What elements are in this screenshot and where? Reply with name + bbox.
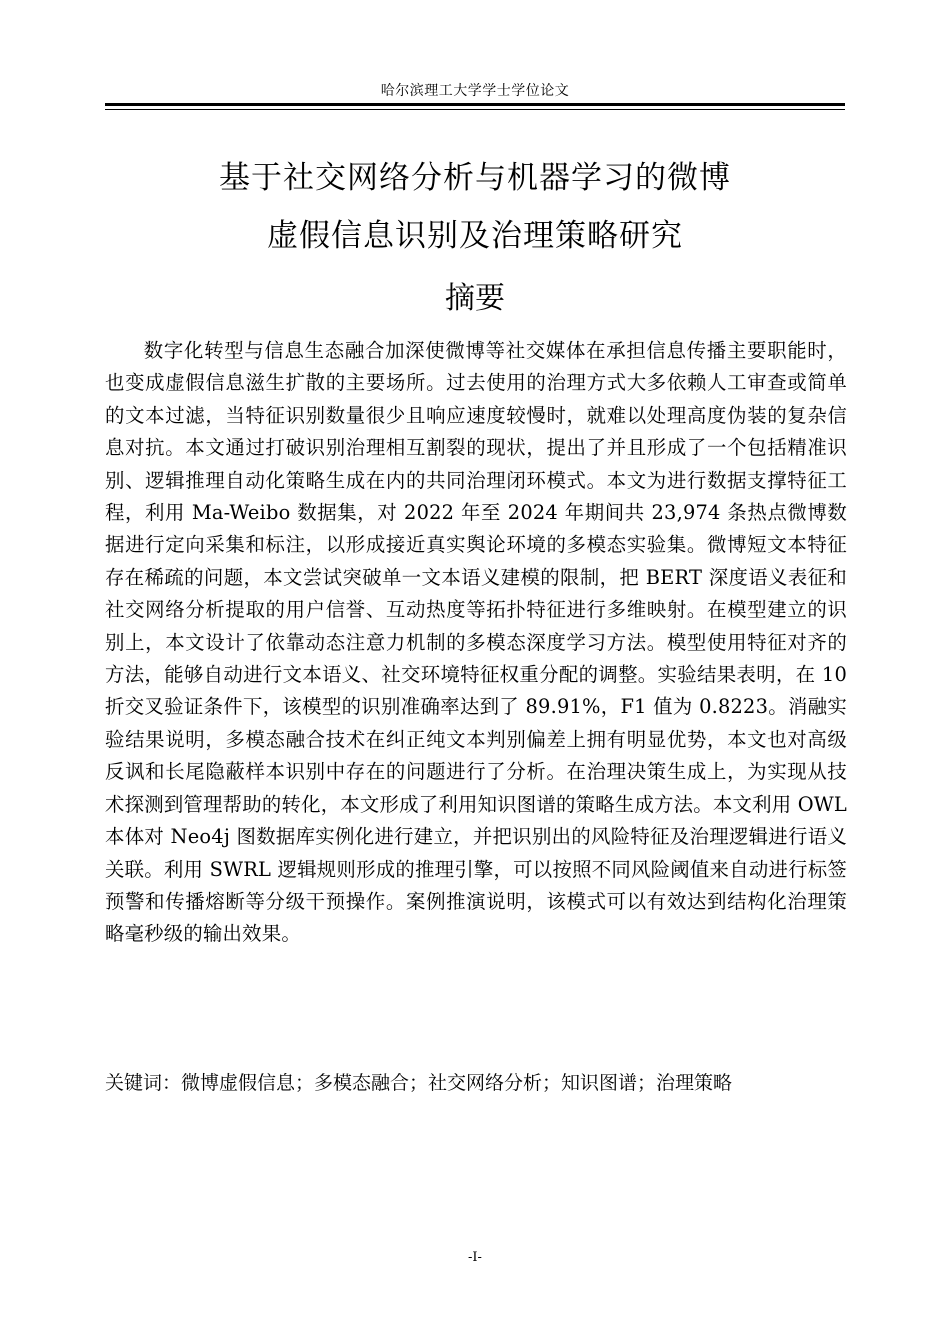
abstract-body: 数字化转型与信息生态融合加深使微博等社交媒体在承担信息传播主要职能时，也变成虚假信息滋生扩散的主要场所。过去使用的治理方式大多依赖人工审查或简单的文本过滤，当特征识别数量很少且响应速度较慢时，就难以处理高度伪装的复杂信息对抗。本文通过打破识别治理相互割裂的现状，提出了并且形成了一个包括精准识别、逻辑推理自动化策略生成在内的共同治理闭环模式。本文为进行数据支撑特征工程，利用 Ma-Weibo 数据集，对 2022 年至 2024 年期间共 23,974 条热点微博数据进行定向采集和标注，以形成接近真实舆论环境的多模态实验集。微博短文本特征存在稀疏的问题，本文尝试突破单一文本语义建模的限制，把 BERT 深度语义表征和社交网络分析提取的用户信誉、互动热度等拓扑特征进行多维映射。在模型建立的识别上，本文设计了依靠动态注意力机制的多模态深度学习方法。模型使用特征对齐的方法，能够自动进行文本语义、社交环境特征权重分配的调整。实验结果表明，在 10 折交叉验证条件下，该模型的识别准确率达到了 89.91%，F1 值为 0.8223。消融实验结果说明，多模态融合技术在纠正纯文本判别偏差上拥有明显优势，本文也对高级反讽和长尾隐蔽样本识别中存在的问题进行了分析。在治理决策生成上，为实现从技术探测到管理帮助的转化，本文形成了利用知识图谱的策略生成方法。本文利用 OWL 本体对 Neo4j 图数据库实例化进行建立，并把识别出的风险特征及治理逻辑进行语义关联。利用 SWRL 逻辑规则形成的推理引擎，可以按照不同风险阈值来自动进行标签预警和传播熔断等分级干预操作。案例推演说明，该模式可以有效达到结构化治理策略毫秒级的输出效果。: [105, 339, 847, 946]
header-rule-thick: [105, 103, 845, 106]
abstract-heading: 摘要: [445, 281, 505, 316]
header-rule-thin: [105, 109, 845, 110]
keywords-line: 关键词：微博虚假信息；多模态融合；社交网络分析；知识图谱；治理策略: [105, 1072, 733, 1094]
thesis-title-line-1: 基于社交网络分析与机器学习的微博: [219, 160, 731, 196]
page-number: -I-: [468, 1250, 482, 1265]
thesis-title-line-2: 虚假信息识别及治理策略研究: [267, 218, 683, 254]
running-header: 哈尔滨理工大学学士学位论文: [380, 83, 570, 99]
